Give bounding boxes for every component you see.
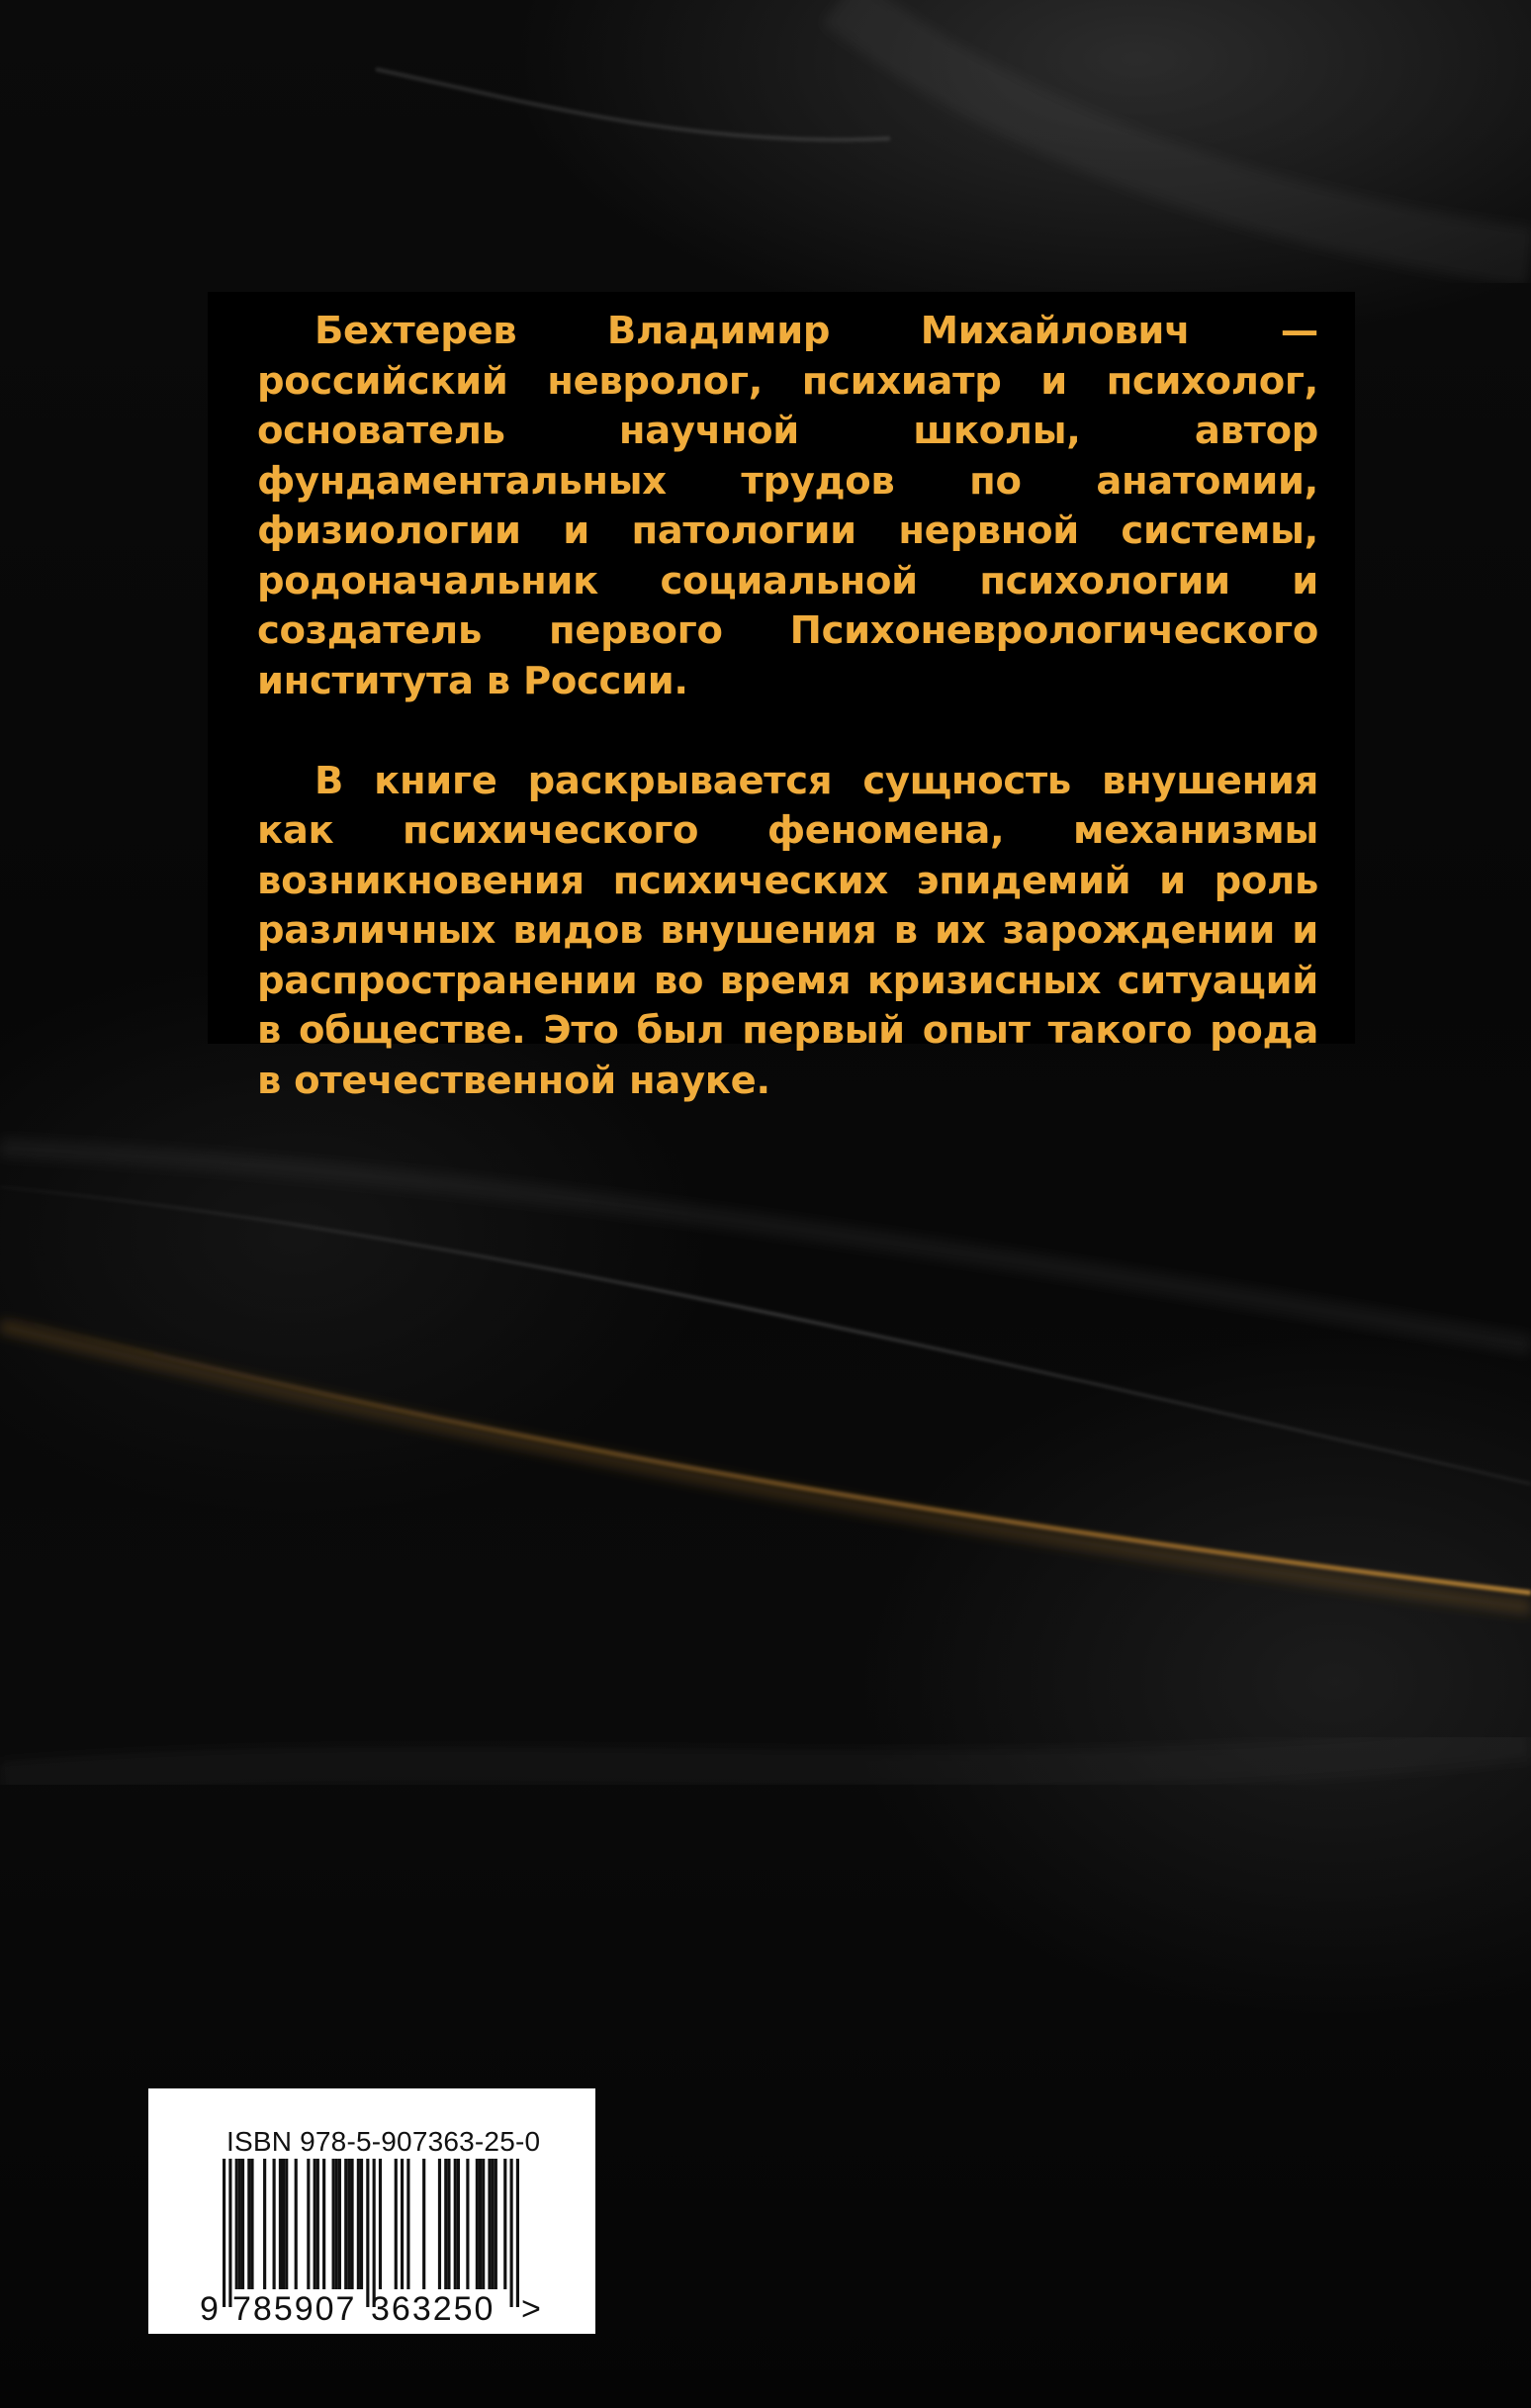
barcode-bar	[457, 2159, 460, 2289]
barcode-bar	[492, 2159, 495, 2289]
barcode-bar	[360, 2159, 363, 2289]
barcode-left-digits: 785907	[232, 2290, 357, 2328]
barcode-bar	[295, 2159, 298, 2289]
barcode-bar	[223, 2159, 225, 2307]
ean13-barcode	[223, 2159, 519, 2307]
barcode-bar	[247, 2159, 250, 2289]
barcode-lead-digit: 9	[200, 2290, 219, 2328]
barcode-bar	[516, 2159, 519, 2307]
barcode-bar	[307, 2159, 310, 2289]
barcode-bar	[241, 2159, 244, 2289]
barcode-bar	[401, 2159, 404, 2289]
barcode-bar	[279, 2159, 282, 2289]
barcode-bar	[438, 2159, 441, 2289]
barcode-bar	[366, 2159, 369, 2307]
barcode-bar	[479, 2159, 482, 2289]
barcode-bar	[335, 2159, 338, 2289]
barcode-bar	[282, 2159, 285, 2289]
barcode-bar	[444, 2159, 447, 2289]
barcode-bar	[314, 2159, 316, 2289]
barcode-bar	[482, 2159, 485, 2289]
barcode-bar	[332, 2159, 335, 2289]
barcode-bar	[510, 2159, 513, 2307]
barcode-quiet-zone-marker: >	[521, 2290, 541, 2328]
barcode-bar	[238, 2159, 241, 2289]
barcode-bar	[263, 2159, 266, 2289]
barcode-bar	[422, 2159, 425, 2289]
barcode-bar	[322, 2159, 325, 2289]
barcode-bar	[454, 2159, 457, 2289]
barcode-bar	[488, 2159, 491, 2289]
barcode-bar	[235, 2159, 238, 2289]
barcode-bar	[466, 2159, 469, 2289]
isbn-barcode-block	[148, 2088, 595, 2334]
barcode-bar	[476, 2159, 479, 2289]
barcode-bar	[316, 2159, 319, 2289]
barcode-bar	[273, 2159, 276, 2289]
barcode-bar	[357, 2159, 360, 2289]
isbn-label: ISBN 978-5-907363-25-0	[226, 2126, 541, 2157]
barcode-bar	[495, 2159, 497, 2289]
barcode-bar	[347, 2159, 350, 2289]
author-bio-paragraph: Бехтерев Владимир Михайлович — российский невролог, психиатр и психолог, основатель научной школы, автор фундаментальных трудов по анатомии, физиологии и патологии нервной системы, родоначальник социальной психологии и создатель первого Психоневрологического института в России.	[257, 309, 1318, 703]
barcode-bar	[373, 2159, 376, 2307]
barcode-bar	[250, 2159, 253, 2289]
barcode-right-digits: 363250	[371, 2290, 495, 2328]
book-description-paragraph: В книге раскрывается сущность внушения как психического феномена, механизмы возникновения психических эпидемий и роль различных видов внушения в их зарождении и распространении во время кризисных ситуаций в обществе. Это был первый опыт такого рода в отечественной науке.	[257, 758, 1318, 1103]
barcode-bar	[285, 2159, 288, 2289]
barcode-bar	[447, 2159, 450, 2289]
barcode-bar	[406, 2159, 409, 2289]
barcode-bar	[338, 2159, 341, 2289]
annotation-text	[257, 307, 1318, 1106]
barcode-bar	[379, 2159, 382, 2289]
barcode-bar	[228, 2159, 231, 2307]
barcode-bar	[503, 2159, 506, 2289]
barcode-bar	[395, 2159, 398, 2289]
barcode-bar	[344, 2159, 347, 2289]
barcode-bar	[350, 2159, 353, 2289]
